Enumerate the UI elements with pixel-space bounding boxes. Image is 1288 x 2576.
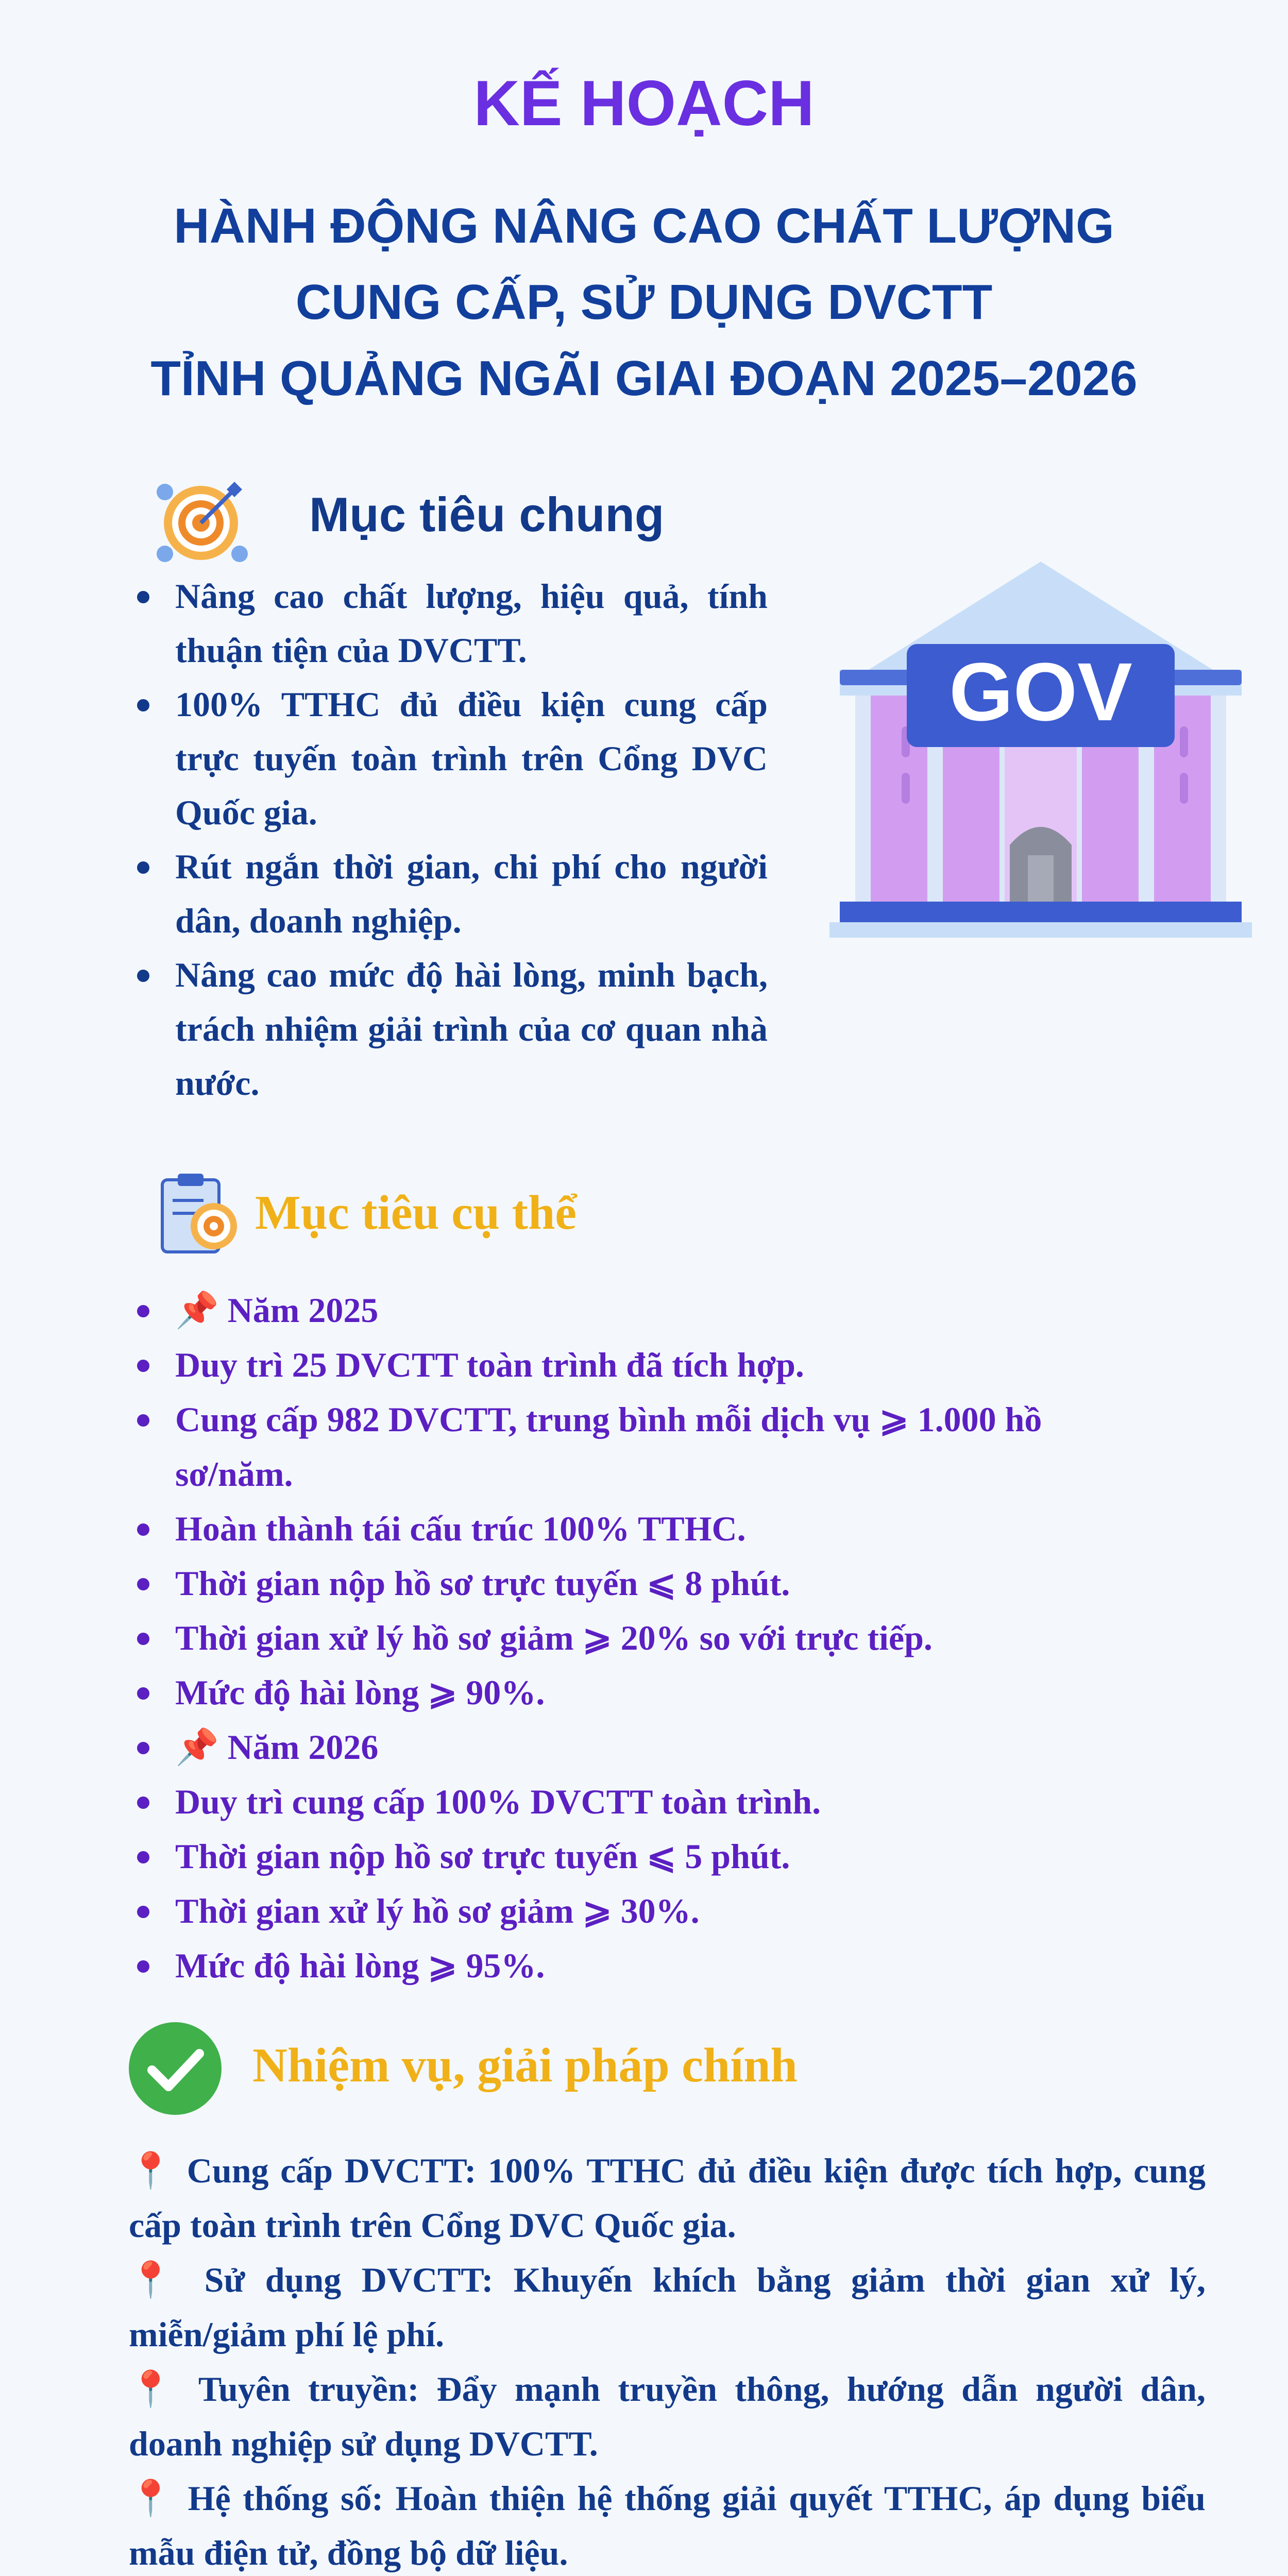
check-circle-icon	[126, 2020, 224, 2117]
list-item: 📍 Sử dụng DVCTT: Khuyến khích bằng giảm thời gian xử lý, miễn/giảm phí lệ phí.	[129, 2260, 1206, 2354]
list-item: Thời gian xử lý hồ sơ giảm ⩾ 30%.	[129, 1884, 1159, 1938]
list-item: 📌 Năm 2026	[129, 1720, 1159, 1774]
page-subtitle	[0, 188, 1288, 417]
general-goals-list	[129, 569, 768, 1110]
list-item: Rút ngắn thời gian, chi phí cho người dân, doanh nghiệp.	[129, 840, 768, 948]
list-item: Mức độ hài lòng ⩾ 95%.	[129, 1938, 1159, 1993]
subtitle-line: CUNG CẤP, SỬ DỤNG DVCTT	[295, 275, 993, 330]
list-item: Hoàn thành tái cấu trúc 100% TTHC.	[129, 1501, 1159, 1556]
list-item: 100% TTHC đủ điều kiện cung cấp trực tuyến toàn trình trên Cổng DVC Quốc gia.	[129, 677, 768, 840]
gov-label: GOV	[949, 646, 1132, 738]
government-building-illustration	[829, 556, 1252, 953]
specific-goals-list	[129, 1283, 1159, 1993]
general-goals-title: Mục tiêu chung	[309, 487, 665, 541]
list-item: 📌 Năm 2025	[129, 1283, 1159, 1337]
page-title: KẾ HOẠCH	[473, 68, 815, 139]
subtitle-line: HÀNH ĐỘNG NÂNG CAO CHẤT LƯỢNG	[174, 198, 1114, 253]
tasks-title: Nhiệm vụ, giải pháp chính	[252, 2039, 798, 2092]
list-item: 📍 Hệ thống số: Hoàn thiện hệ thống giải quyết TTHC, áp dụng biểu mẫu điện tử, đồng bộ dữ liệu.	[129, 2479, 1206, 2572]
list-item: Mức độ hài lòng ⩾ 90%.	[129, 1665, 1159, 1720]
list-item: Duy trì 25 DVCTT toàn trình đã tích hợp.	[129, 1337, 1159, 1392]
list-item: 📍 Tuyên truyền: Đẩy mạnh truyền thông, hướng dẫn người dân, doanh nghiệp sử dụng DVCTT.	[129, 2369, 1206, 2463]
target-icon	[149, 471, 258, 569]
list-item: Nâng cao chất lượng, hiệu quả, tính thuận tiện của DVCTT.	[129, 569, 768, 677]
list-item: 📍 Cung cấp DVCTT: 100% TTHC đủ điều kiện được tích hợp, cung cấp toàn trình trên Cổng DVC Quốc gia.	[129, 2151, 1206, 2245]
list-item: Thời gian xử lý hồ sơ giảm ⩾ 20% so với trực tiếp.	[129, 1611, 1159, 1665]
list-item: Thời gian nộp hồ sơ trực tuyến ⩽ 5 phút.	[129, 1829, 1159, 1884]
list-item: Thời gian nộp hồ sơ trực tuyến ⩽ 8 phút.	[129, 1556, 1159, 1611]
list-item: Nâng cao mức độ hài lòng, minh bạch, trách nhiệm giải trình của cơ quan nhà nước.	[129, 948, 768, 1110]
tasks-list	[129, 2143, 1206, 2576]
subtitle-line: TỈNH QUẢNG NGÃI GIAI ĐOẠN 2025–2026	[150, 351, 1138, 406]
list-item: Cung cấp 982 DVCTT, trung bình mỗi dịch vụ ⩾ 1.000 hồ sơ/năm.	[129, 1392, 1159, 1501]
list-item: Duy trì cung cấp 100% DVCTT toàn trình.	[129, 1774, 1159, 1829]
clipboard-target-icon	[152, 1170, 245, 1257]
specific-goals-title: Mục tiêu cụ thể	[255, 1186, 577, 1240]
